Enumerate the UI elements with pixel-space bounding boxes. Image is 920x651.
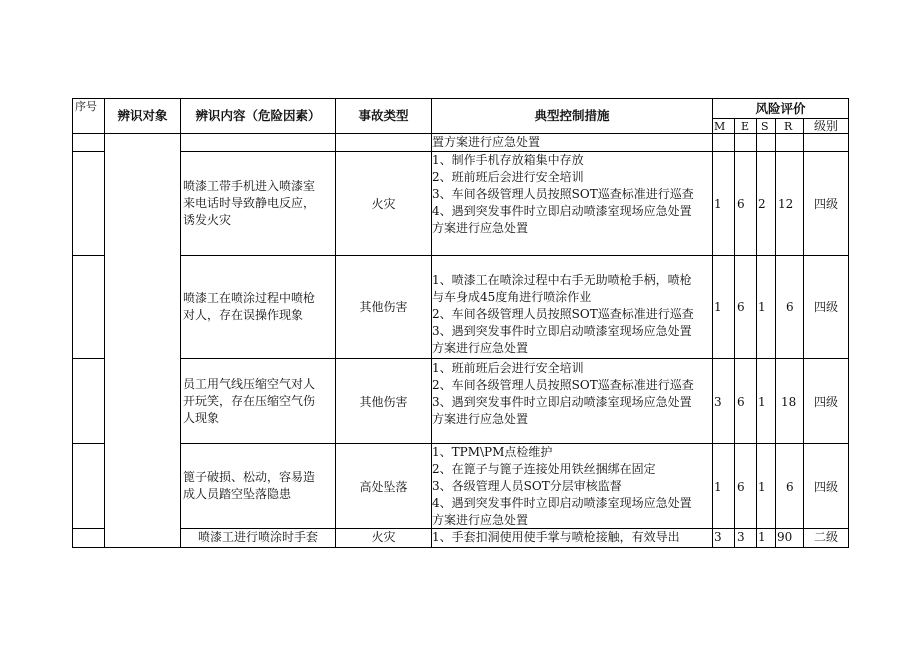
row-content-line: 来电话时导致静电反应， bbox=[183, 196, 316, 210]
measure-line: 1、手套扣洞使用使手掌与喷枪接触，有效导出 bbox=[432, 530, 680, 544]
header-content: 辨识内容（危险因素） bbox=[195, 108, 321, 123]
risk-r: 12 bbox=[778, 197, 794, 211]
risk-m: 1 bbox=[714, 197, 722, 211]
header-target: 辨识对象 bbox=[117, 108, 168, 123]
risk-m: 1 bbox=[714, 480, 722, 494]
row-content-line: 对人，存在误操作现象 bbox=[183, 308, 304, 322]
measure-line: 2、车间各级管理人员按照SOT巡查标准进行巡查 bbox=[432, 307, 694, 321]
risk-m: 1 bbox=[714, 300, 722, 314]
measure-line: 方案进行应急处置 bbox=[432, 513, 529, 527]
accident-type: 高处坠落 bbox=[359, 480, 408, 494]
header-e: E bbox=[741, 120, 750, 133]
measure-line: 1、制作手机存放箱集中存放 bbox=[432, 153, 584, 167]
risk-s: 1 bbox=[758, 395, 766, 409]
accident-type: 其他伤害 bbox=[359, 395, 408, 409]
row-content-line: 喷漆工在喷涂过程中喷枪 bbox=[183, 291, 316, 305]
risk-level: 四级 bbox=[813, 480, 838, 494]
risk-s: 1 bbox=[758, 300, 766, 314]
measure-line: 2、车间各级管理人员按照SOT巡查标准进行巡查 bbox=[432, 378, 694, 392]
risk-level: 二级 bbox=[813, 530, 838, 544]
header-level: 级别 bbox=[813, 119, 838, 133]
row-content-line: 人现象 bbox=[183, 411, 220, 425]
risk-e: 6 bbox=[737, 480, 745, 494]
measure-line: 3、遇到突发事件时立即启动喷漆室现场应急处置 bbox=[432, 324, 692, 338]
risk-m: 3 bbox=[714, 530, 722, 544]
measure-line: 2、班前班后会进行安全培训 bbox=[432, 170, 584, 184]
header-measures: 典型控制措施 bbox=[534, 108, 610, 123]
risk-e: 6 bbox=[737, 197, 745, 211]
accident-type: 其他伤害 bbox=[359, 300, 408, 314]
measure-line: 3、遇到突发事件时立即启动喷漆室现场应急处置 bbox=[432, 395, 692, 409]
row-content-line: 员工用气线压缩空气对人 bbox=[183, 377, 316, 391]
risk-s: 1 bbox=[758, 480, 766, 494]
accident-type: 火灾 bbox=[371, 530, 396, 544]
risk-level: 四级 bbox=[813, 395, 838, 409]
measure-line: 与车身成45度角进行喷涂作业 bbox=[432, 290, 592, 304]
header-risk-evaluation: 风险评价 bbox=[755, 101, 806, 116]
accident-type: 火灾 bbox=[371, 197, 396, 211]
row-content-line: 喷漆工进行喷涂时手套 bbox=[197, 530, 318, 544]
carryover-text: 置方案进行应急处置 bbox=[432, 135, 541, 149]
header-r: R bbox=[784, 120, 793, 133]
measure-line: 3、各级管理人员SOT分层审核监督 bbox=[432, 479, 622, 493]
risk-m: 3 bbox=[714, 395, 722, 409]
risk-e: 3 bbox=[737, 530, 745, 544]
row-content-line: 篦子破损、松动，容易造 bbox=[183, 470, 316, 484]
measure-line: 4、遇到突发事件时立即启动喷漆室现场应急处置 bbox=[432, 204, 692, 218]
measure-line: 方案进行应急处置 bbox=[432, 412, 529, 426]
row-content-line: 诱发火灾 bbox=[183, 213, 232, 227]
header-accident-type: 事故类型 bbox=[358, 108, 409, 123]
risk-s: 1 bbox=[758, 530, 766, 544]
measure-line: 1、喷漆工在喷涂过程中右手无助喷枪手柄，喷枪 bbox=[432, 273, 692, 287]
risk-level: 四级 bbox=[813, 197, 838, 211]
risk-s: 2 bbox=[758, 197, 766, 211]
risk-r: 6 bbox=[786, 480, 794, 494]
measure-line: 1、TPM\PM点检维护 bbox=[432, 445, 553, 459]
risk-r: 18 bbox=[781, 395, 797, 409]
measure-line: 4、遇到突发事件时立即启动喷漆室现场应急处置 bbox=[432, 496, 692, 510]
measure-line: 1、班前班后会进行安全培训 bbox=[432, 361, 584, 375]
header-s: S bbox=[761, 120, 769, 133]
risk-level: 四级 bbox=[813, 300, 838, 314]
row-content-line: 喷漆工带手机进入喷漆室 bbox=[183, 179, 316, 193]
measure-line: 3、车间各级管理人员按照SOT巡查标准进行巡查 bbox=[432, 187, 694, 201]
measure-line: 方案进行应急处置 bbox=[432, 221, 529, 235]
measure-line: 方案进行应急处置 bbox=[432, 341, 529, 355]
risk-r: 6 bbox=[786, 300, 794, 314]
risk-e: 6 bbox=[737, 300, 745, 314]
risk-e: 6 bbox=[737, 395, 745, 409]
row-content-line: 开玩笑，存在压缩空气伤 bbox=[183, 394, 316, 408]
measure-line: 2、在篦子与篦子连接处用铁丝捆绑在固定 bbox=[432, 462, 656, 476]
row-content-line: 成人员踏空坠落隐患 bbox=[183, 487, 292, 501]
header-m: M bbox=[714, 120, 726, 133]
header-seq: 序号 bbox=[75, 100, 97, 113]
risk-r: 90 bbox=[777, 530, 793, 544]
